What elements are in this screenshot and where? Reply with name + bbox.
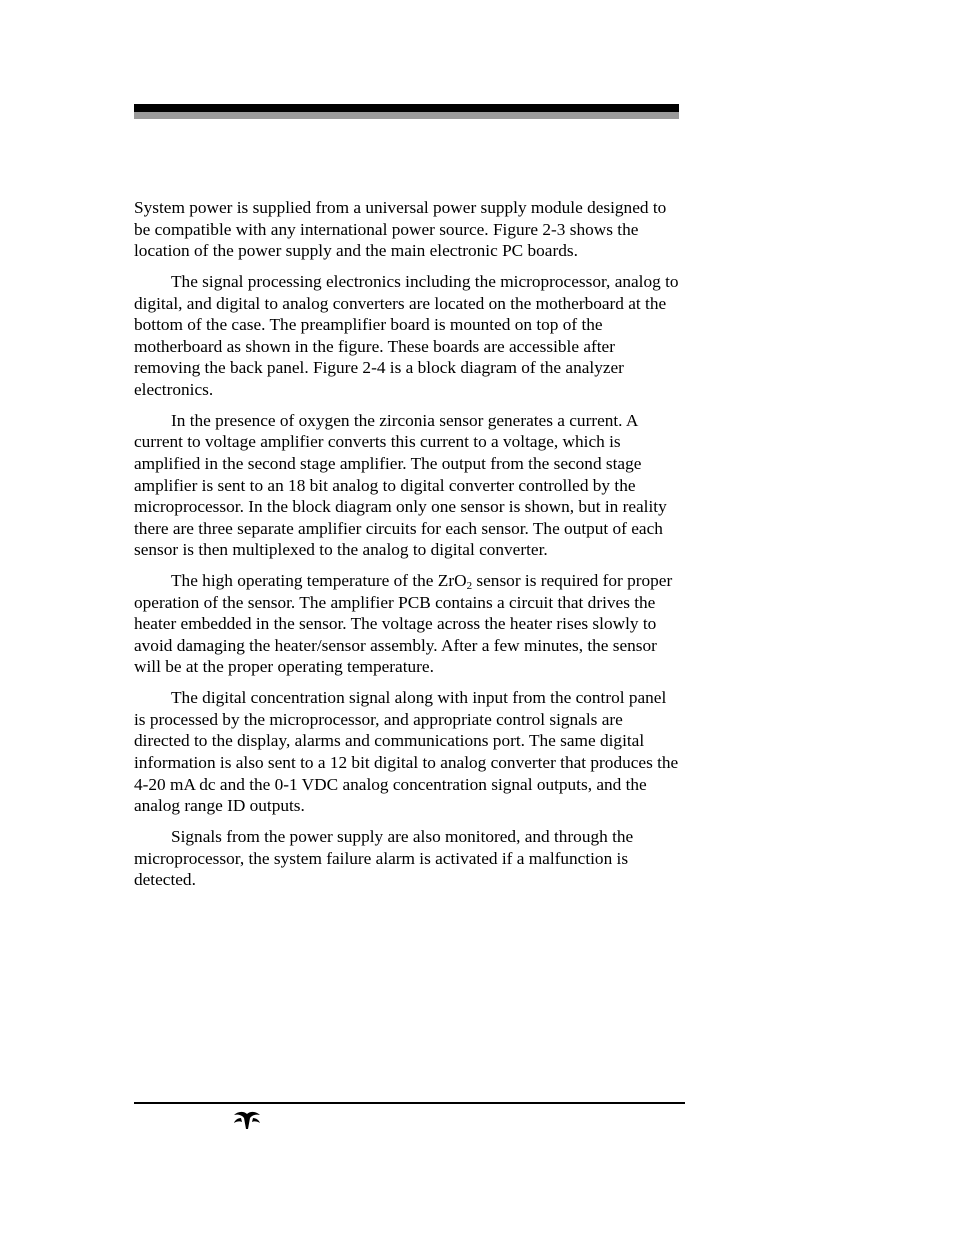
paragraph-operating-temperature — [134, 570, 682, 678]
paragraph-power-supply: System power is supplied from a universal power supply module designed to be compatible with any international power source. Figure 2-3 shows the location of the power supply and the main electronic PC boards. — [134, 198, 667, 261]
teledyne-logo-icon — [232, 1110, 262, 1130]
paragraph-signal-processing: The signal processing electronics including the microprocessor, analog to digital, and digital to analog converters are located on the motherboard at the bottom of the case. The preamplifier board is mounted on top of the motherboard as shown in the figure. These boards are accessible after removing the back panel. Figure 2-4 is a block diagram of the analyzer electronics. — [134, 271, 679, 399]
paragraph-zirconia-sensor: In the presence of oxygen the zirconia sensor generates a current. A current to voltage amplifier converts this current to a voltage, which is amplified in the second stage amplifier. The output from the second stage amplifier is sent to an 18 bit analog to digital converter controlled by the microprocessor. In the block diagram only one sensor is shown, but in reality there are three separate amplifier circuits for each sensor. The output of each sensor is then multiplexed to the analog to digital converter. — [134, 410, 667, 560]
para4-text-before: The high operating temperature of the ZrO — [171, 571, 467, 591]
body-text — [134, 197, 682, 900]
para4-subscript: 2 — [466, 580, 473, 593]
paragraph-digital-signal: The digital concentration signal along with input from the control panel is processed by the microprocessor, and appropriate control signals are directed to the display, alarms and communications port. The same digital information is also sent to a 12 bit digital to analog converter that produces the 4-20 mA dc and the 0-1 VDC analog concentration signal outputs, and the analog range ID outputs. — [134, 688, 679, 816]
header-rule-gray — [134, 112, 679, 119]
header-rule-black — [134, 104, 679, 112]
para4-text-after: sensor is required for proper operation of the sensor. The amplifier PCB contains a circuit that drives the heater embedded in the sensor. The voltage across the heater rises slowly to avoid damaging the heater/sensor assembly. After a few minutes, the sensor will be at the proper operating temperature. — [134, 571, 673, 677]
footer-rule — [134, 1102, 685, 1104]
paragraph-failure-alarm: Signals from the power supply are also monitored, and through the microprocessor, the system failure alarm is activated if a malfunction is detected. — [134, 826, 634, 890]
